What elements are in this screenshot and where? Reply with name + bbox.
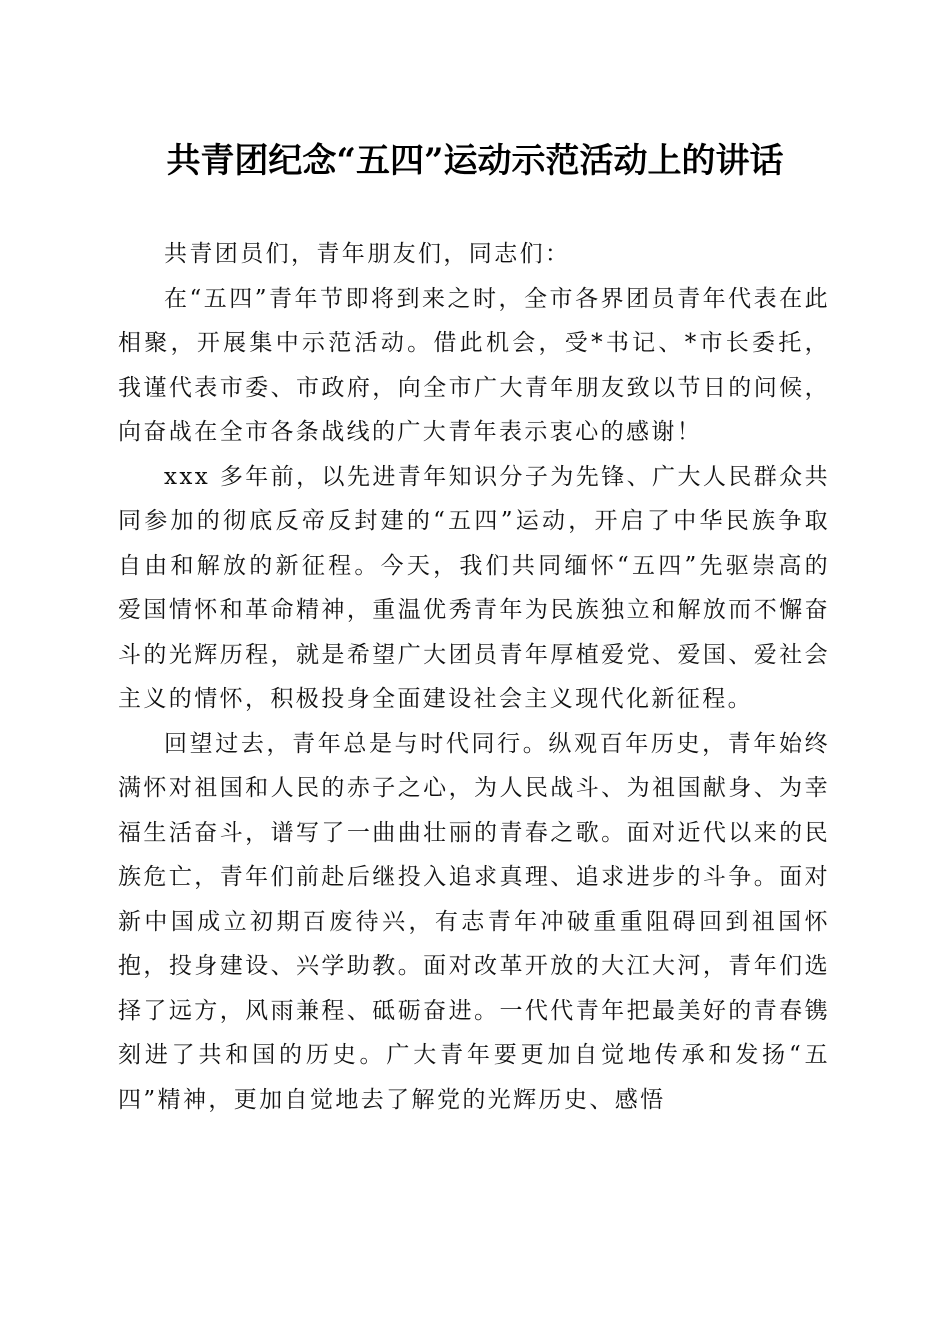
document-title: 共青团纪念“五四”运动示范活动上的讲话 <box>166 141 784 181</box>
document-body <box>118 232 830 1122</box>
salutation-paragraph: 共青团员们，青年朋友们，同志们： <box>164 241 571 267</box>
body-paragraph: 回望过去，青年总是与时代同行。纵观百年历史，青年始终满怀对祖国和人民的赤子之心，为人民战斗、为祖国献身、为幸福生活奋斗，谱写了一曲曲壮丽的青春之歌。面对近代以来的民族危亡，青年们前赴后继投入追求真理、追求进步的斗争。面对新中国成立初期百废待兴，有志青年冲破重重阻碍回到祖国怀抱，投身建设、兴学助教。面对改革开放的大江大河，青年们选择了远方，风雨兼程、砥砺奋进。一代代青年把最美好的青春镌刻进了共和国的历史。广大青年要更加自觉地传承和发扬“五四”精神，更加自觉地去了解党的光辉历史、感悟 <box>118 730 830 1113</box>
body-paragraph: 在“五四”青年节即将到来之时，全市各界团员青年代表在此相聚，开展集中示范活动。借此机会，受*书记、*市长委托，我谨代表市委、市政府，向全市广大青年朋友致以节日的问候，向奋战在全市各条战线的广大青年表示衷心的感谢！ <box>118 285 830 445</box>
body-paragraph: xxx 多年前，以先进青年知识分子为先锋、广大人民群众共同参加的彻底反帝反封建的“五四”运动，开启了中华民族争取自由和解放的新征程。今天，我们共同缅怀“五四”先驱崇高的爱国情怀和革命精神，重温优秀青年为民族独立和解放而不懈奋斗的光辉历程，就是希望广大团员青年厚植爱党、爱国、爱社会主义的情怀，积极投身全面建设社会主义现代化新征程。 <box>118 463 830 712</box>
